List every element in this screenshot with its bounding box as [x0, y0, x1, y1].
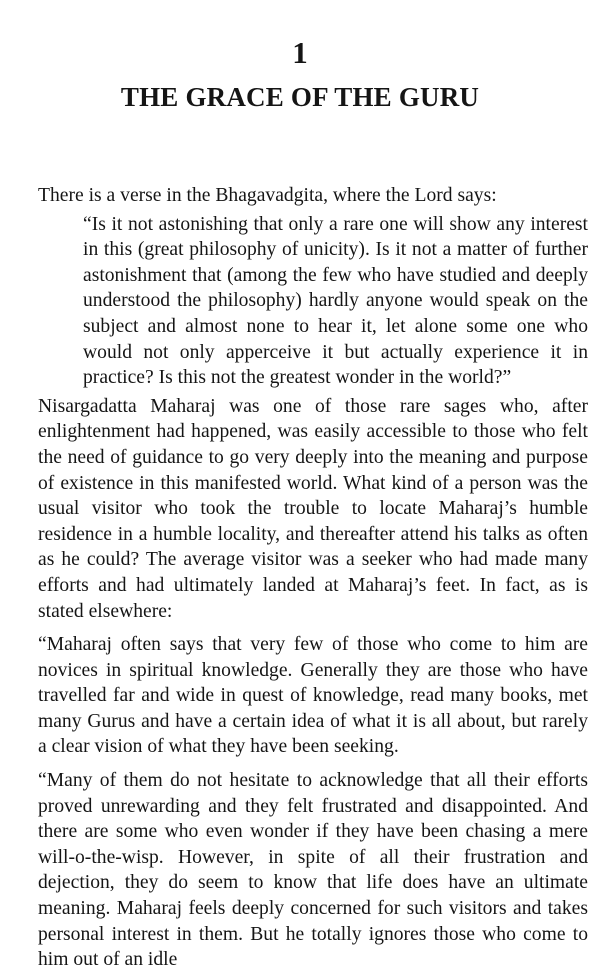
novices-quote-paragraph: “Maharaj often says that very few of those who come to him are novices in spiritual knowledge. Generally they are those who have travelled far and wide in quest of knowledge, read many books, met many Gurus and have a certain idea of what it is all about, but rarely a clear vision of what they have been seeking. — [38, 634, 588, 758]
chapter-body — [38, 183, 588, 973]
chapter-number: 1 — [292, 35, 308, 70]
efforts-quote-paragraph: “Many of them do not hesitate to acknowledge that all their efforts proved unrewarding and they felt frustrated and disappointed. And there are some who even wonder if they have been chasing a mere will-o-the-wisp. However, in spite of all their frustration and dejection, they do seem to know that life does have an ultimate meaning. Maharaj feels deeply concerned for such visitors and takes personal interest in them. But he totally ignores those who come to him out of an idle — [38, 770, 588, 971]
maharaj-paragraph: Nisargadatta Maharaj was one of those rare sages who, after enlightenment had happened, was easily accessible to those who felt the need of guidance to go very deeply into the meaning and purpose of existence in this manifested world. What kind of a person was the usual visitor who took the trouble to locate Maharaj’s humble residence in a humble locality, and thereafter attend his talks as often as he could? The average visitor was a seeker who had made many efforts and had ultimately landed at Maharaj’s feet. In fact, as is stated elsewhere: — [38, 395, 588, 622]
chapter-title: THE GRACE OF THE GURU — [120, 82, 480, 112]
intro-paragraph: There is a verse in the Bhagavadgita, where the Lord says: — [38, 185, 497, 206]
gita-block-quote: “Is it not astonishing that only a rare one will show any interest in this (great philosophy of unicity). Is it not a matter of further astonishment that (among the few who have studied and deeply understood the philosophy) hardly anyone would speak on the subject and almost none to hear it, let alone some one who would not only apperceive it but actually experience it in practice? Is this not the greatest wonder in the world?” — [83, 213, 588, 389]
